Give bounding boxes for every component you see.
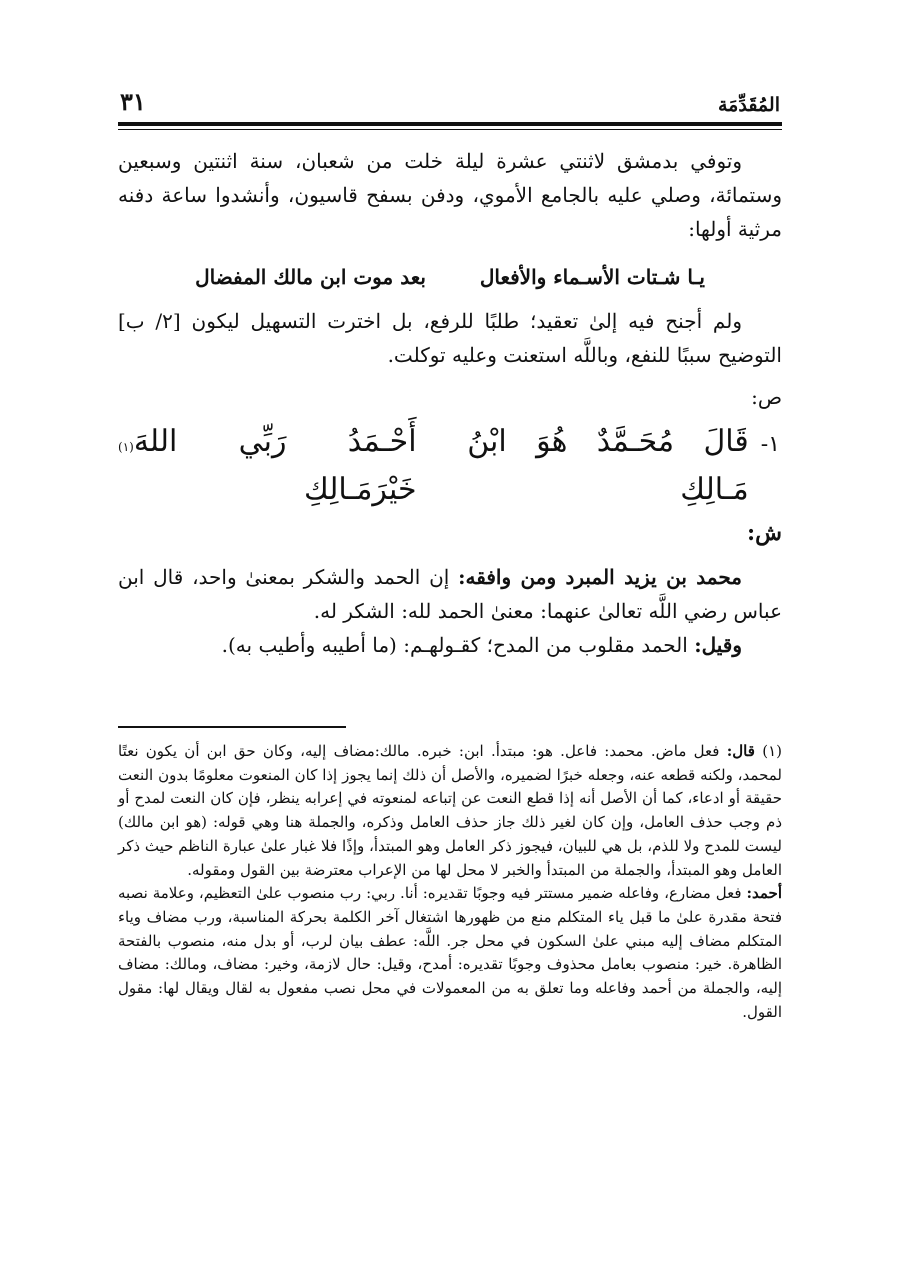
paragraph-qila-lead: وقيل: [694,633,742,657]
elegy-verse [118,260,782,294]
matn-first-hemistich: قَالَ مُحَـمَّدٌ هُوَ ابْنُ مَـالِكِ [467,424,749,507]
main-text [118,144,782,662]
paragraph-hamd-lead: محمد بن يزيد المبرد ومن وافقه: [458,565,742,589]
header-rule-thick [118,122,782,126]
matn-second-hemistich: أَحْـمَدُ رَبِّي اللهَ خَيْرَمَـالِكِ [133,424,417,507]
paragraph-hamd [118,560,782,628]
footnote-text-ahmad: فعل مضارع، وفاعله ضمير مستتر فيه وجوبًا تقديره: أنا. ربي: رب منصوب علىٰ التعظيم، وعلامة نصبه فتحة مقدرة علىٰ ما قبل ياء المتكلم منع من ظهورها اشتغال آخر الكلمة بحركة المناسبة، ورب مضاف وياء المتكلم مضاف إليه مبني علىٰ السكون في محل جر. اللَّه: عطف بيان لرب، أو بدل منه، منصوب بالفتحة الظاهرة. خير: منصوب بعامل محذوف وجوبًا تقديره: أمدح، وقيل: حال لازمة، وخير: مضاف، ومالك: مضاف إليه، والجملة من أحمد وفاعله وما تعلق به من المعمولات في محل نصب مفعول به لقال ويقال لها: مقول القول. [118,884,782,1021]
footnote-reference[interactable]: (١) [118,440,134,454]
page-header [118,80,782,120]
paragraph-qila-text: الحمد مقلوب من المدح؛ كقـولهـم: (ما أطيبه وأطيب به). [221,633,695,657]
paragraph-hamd-text: إن الحمد والشكر بمعنىٰ واحد، قال ابن عباس رضي اللَّه تعالىٰ عنهما: معنىٰ الحمد لله: الشكر له. [118,565,782,623]
elegy-verse-second-hemistich: بعد موت ابن مالك المفضال [195,265,426,289]
paragraph-qila [118,628,782,662]
paragraph-death: وتوفي بدمشق لاثنتي عشرة ليلة خلت من شعبان، سنة اثنتين وسبعين وستمائة، وصلي عليه بالجامع الأموي، ودفن بسفح قاسيون، وأنشدوا ساعة دفنه مرثية أولها: [118,149,782,241]
book-page [118,80,782,1021]
footnote-1 [118,740,782,882]
shin-label: ش: [747,520,782,546]
footnotes [118,740,782,1024]
matn-verse [118,418,782,514]
elegy-verse-first-hemistich: يـا شـتات الأسـماء والأفعال [479,265,705,289]
verse-number: ١- [760,432,780,457]
footnote-1-continued [118,882,782,1024]
page-number: ٣١ [120,87,146,116]
footnote-separator [118,726,346,728]
paragraph-method: ولم أجنح فيه إلىٰ تعقيد؛ طلبًا للرفع، بل اخترت التسهيل ليكون [٢/ ب] التوضيح سببًا للنفع، وباللَّه استعنت وعليه توكلت. [118,309,782,367]
footnote-lead-ahmad: أحمد: [746,884,782,903]
sad-label: ص: [751,385,782,409]
footnote-text: فعل ماض. محمد: فاعل. هو: مبتدأ. ابن: خبره. مالك:مضاف إليه، وكان حق ابن أن يكون نعتًا لمحمد، ولكنه قطعه عنه، وجعله خبرًا لضميره، والأصل أن ذلك إنما يجوز إذا كان المنعوت معلومًا بدون النعت حقيقة أو ادعاء، كما أن الأصل أنه إذا قطع النعت عن إتباعه لمنعوته في إعرابه ينظر، فإن كان النعت لمدح أو ذم وجب حذف العامل، وإن كان لغير ذلك جاز حذف العامل وذكره، والجملة هنا وهي قوله: (هو ابن مالك) ليست للمدح ولا للذم، بل هي للبيان، فيجوز ذكر العامل وهو المبتدأ، وإذًا فلا غبار علىٰ عبارة الناظم حيث ذكر العامل وهو المبتدأ، والجملة من المبتدأ والخبر لا محل لها من الإعراب معترضة بين القول ومقوله. [118,742,782,879]
running-title: المُقَدِّمَة [717,94,780,116]
footnote-marker: (١) [762,742,782,760]
footnote-lead: قال: [726,742,755,760]
header-rule-thin [118,129,782,130]
